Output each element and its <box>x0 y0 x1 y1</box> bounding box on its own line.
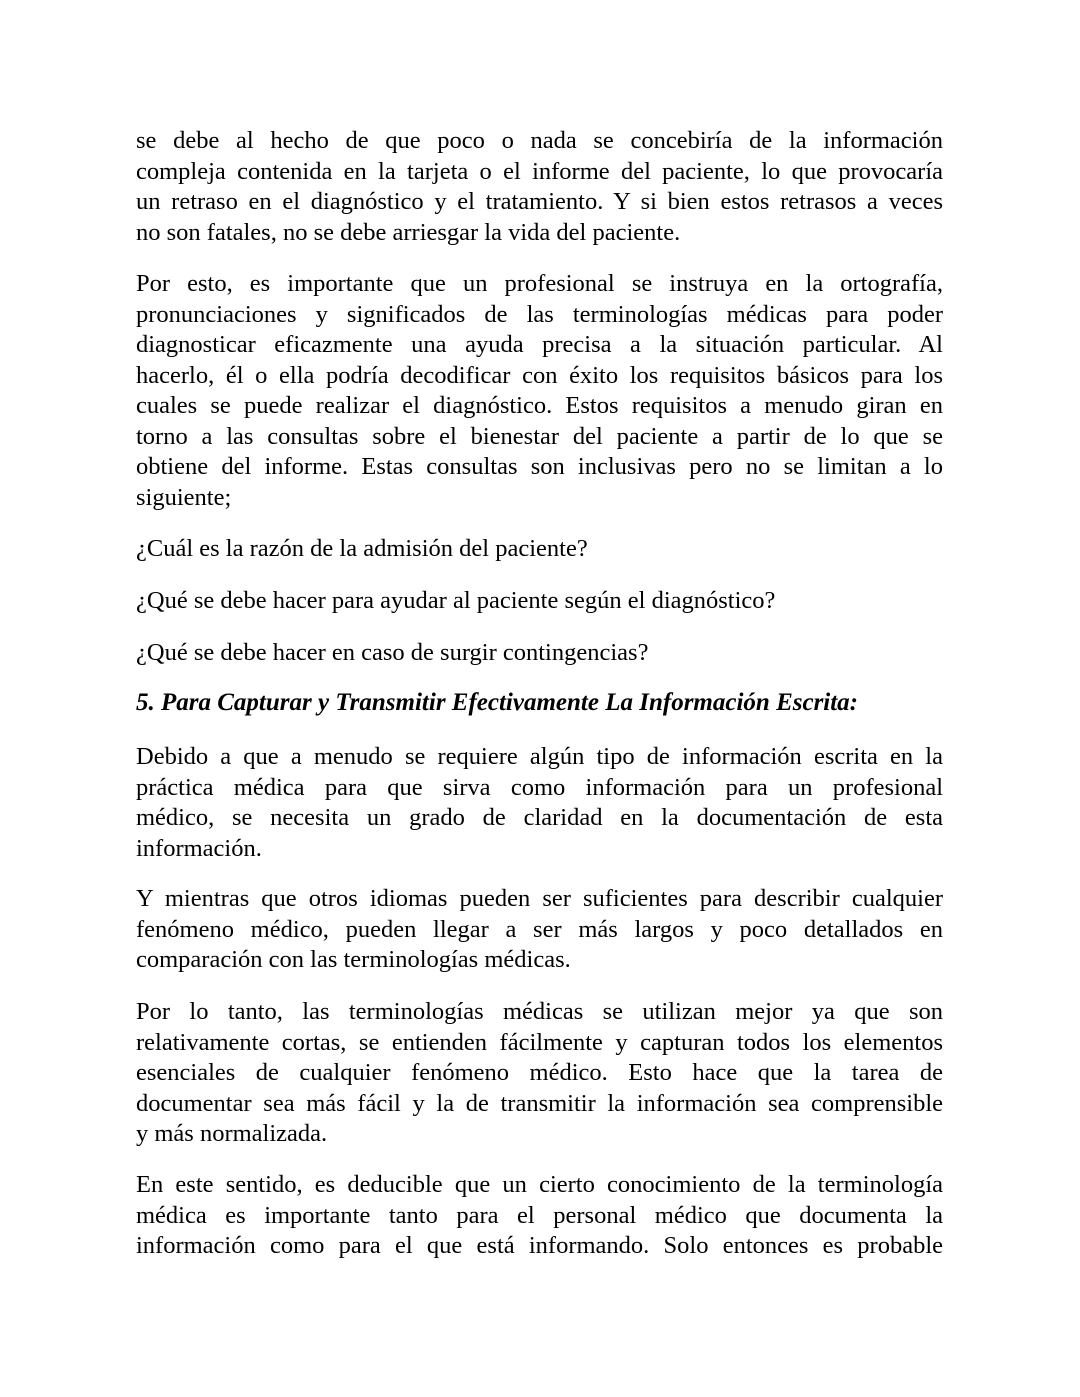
text-line: esenciales de cualquier fenómeno médico. Esto hace que la tarea de <box>136 1059 943 1086</box>
text-line: ¿Qué se debe hacer en caso de surgir contingencias? <box>136 639 649 666</box>
text-line: obtiene del informe. Estas consultas son inclusivas pero no se limitan a lo <box>136 453 943 480</box>
text-line: siguiente; <box>136 483 232 511</box>
paragraph <box>136 997 943 1150</box>
text-line: Por esto, es importante que un profesional se instruya en la ortografía, <box>136 270 943 297</box>
text-line: torno a las consultas sobre el bienestar del paciente a partir de lo que se <box>136 422 943 450</box>
text-line: pronunciaciones y significados de las terminologías médicas para poder <box>136 300 943 328</box>
text-line: 5. Para Capturar y Transmitir Efectivamente La Información Escrita: <box>136 689 859 716</box>
paragraph <box>136 742 943 864</box>
text-line: compleja contenida en la tarjeta o el informe del paciente, lo que provocaría <box>136 157 943 185</box>
paragraph <box>136 269 943 513</box>
text-line: diagnosticar eficazmente una ayuda precisa a la situación particular. Al <box>136 331 943 358</box>
question-line <box>136 534 943 565</box>
text-line: comparación con las terminologías médicas. <box>136 946 571 973</box>
text-line: información. <box>136 834 262 862</box>
text-line: En este sentido, es deducible que un cierto conocimiento de la terminología <box>136 1171 943 1198</box>
text-line: Y mientras que otros idiomas pueden ser suficientes para describir cualquier <box>136 885 943 912</box>
paragraph <box>136 1170 943 1262</box>
text-line: Por lo tanto, las terminologías médicas se utilizan mejor ya que son <box>136 998 943 1025</box>
text-line: médica es importante tanto para el personal médico que documenta la <box>136 1201 943 1229</box>
text-line: relativamente cortas, se entienden fácilmente y capturan todos los elementos <box>136 1028 943 1056</box>
question-line <box>136 586 943 617</box>
paragraph <box>136 884 943 976</box>
text-line: un retraso en el diagnóstico y el tratamiento. Y si bien estos retrasos a veces <box>136 188 943 215</box>
text-line: no son fatales, no se debe arriesgar la vida del paciente. <box>136 218 681 246</box>
text-line: documentar sea más fácil y la de transmitir la información sea comprensible <box>136 1089 943 1117</box>
text-line: hacerlo, él o ella podría decodificar con éxito los requisitos básicos para los <box>136 361 943 389</box>
text-line: y más normalizada. <box>136 1120 328 1147</box>
text-line: práctica médica para que sirva como información para un profesional <box>136 773 943 801</box>
text-line: ¿Cuál es la razón de la admisión del paciente? <box>136 535 588 562</box>
text-line: cuales se puede realizar el diagnóstico. Estos requisitos a menudo giran en <box>136 392 943 419</box>
text-line: se debe al hecho de que poco o nada se concebiría de la información <box>136 127 943 154</box>
text-line: Debido a que a menudo se requiere algún tipo de información escrita en la <box>136 743 943 770</box>
section-heading <box>136 688 943 719</box>
text-line: información como para el que está informando. Solo entonces es probable <box>136 1232 943 1259</box>
question-line <box>136 638 943 669</box>
paragraph <box>136 126 943 248</box>
text-line: ¿Qué se debe hacer para ayudar al paciente según el diagnóstico? <box>136 587 776 614</box>
text-line: médico, se necesita un grado de claridad en la documentación de esta <box>136 804 943 831</box>
text-line: fenómeno médico, pueden llegar a ser más largos y poco detallados en <box>136 915 943 943</box>
